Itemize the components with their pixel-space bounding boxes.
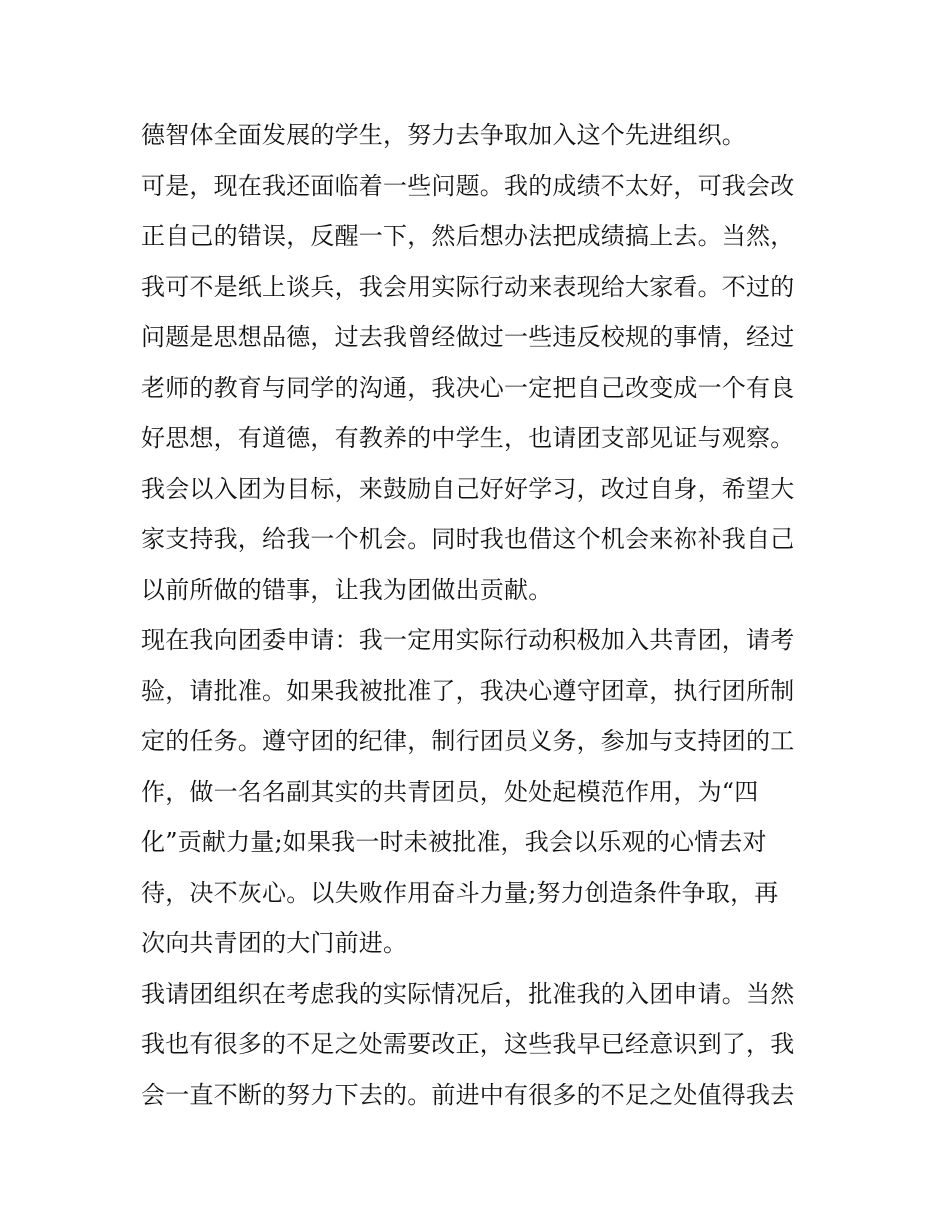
text-line: 以前所做的错事，让我为团做出贡献。 (141, 575, 553, 604)
text-line: 作，做一名名副其实的共青团员，处处起模范作用，为“四 (141, 777, 759, 806)
text-line: 家支持我，给我一个机会。同时我也借这个机会来祢补我自己 (141, 525, 795, 553)
text-line: 问题是思想品德，过去我曾经做过一些违反校规的事情，经过 (141, 323, 795, 351)
text-line: 我请团组织在考虑我的实际情况后，批准我的入团申请。当然 (141, 979, 795, 1008)
text-line: 我也有很多的不足之处需要改正，这些我早已经意识到了，我 (141, 1030, 795, 1058)
text-line: 验，请批准。如果我被批准了，我决心遵守团章，执行团所制 (141, 676, 795, 705)
text-line: 会一直不断的努力下去的。前进中有很多的不足之处值得我去 (141, 1080, 795, 1109)
text-line: 我会以入团为目标，来鼓励自己好好学习，改过自身，希望大 (141, 474, 795, 503)
document-body (141, 110, 821, 1120)
text-line: 待，决不灰心。以失败作用奋斗力量;努力创造条件争取，再 (141, 878, 779, 907)
text-line: 可是，现在我还面临着一些问题。我的成绩不太好，可我会改 (141, 171, 795, 200)
text-line: 好思想，有道德，有教养的中学生，也请团支部见证与观察。 (141, 424, 795, 452)
text-line: 次向共青团的大门前进。 (141, 929, 408, 957)
text-line: 德智体全面发展的学生，努力去争取加入这个先进组织。 (141, 121, 746, 149)
text-line: 现在我向团委申请：我一定用实际行动积极加入共青团，请考 (141, 626, 795, 654)
text-line: 正自己的错误，反醒一下，然后想办法把成绩搞上去。当然， (141, 222, 795, 250)
text-line: 老师的教育与同学的沟通，我决心一定把自己改变成一个有良 (141, 373, 795, 402)
text-line: 我可不是纸上谈兵，我会用实际行动来表现给大家看。不过的 (141, 272, 795, 301)
text-line: 化”贡献力量;如果我一时未被批准，我会以乐观的心情去对 (141, 828, 767, 856)
text-line: 定的任务。遵守团的纪律，制行团员义务，参加与支持团的工 (141, 727, 795, 755)
